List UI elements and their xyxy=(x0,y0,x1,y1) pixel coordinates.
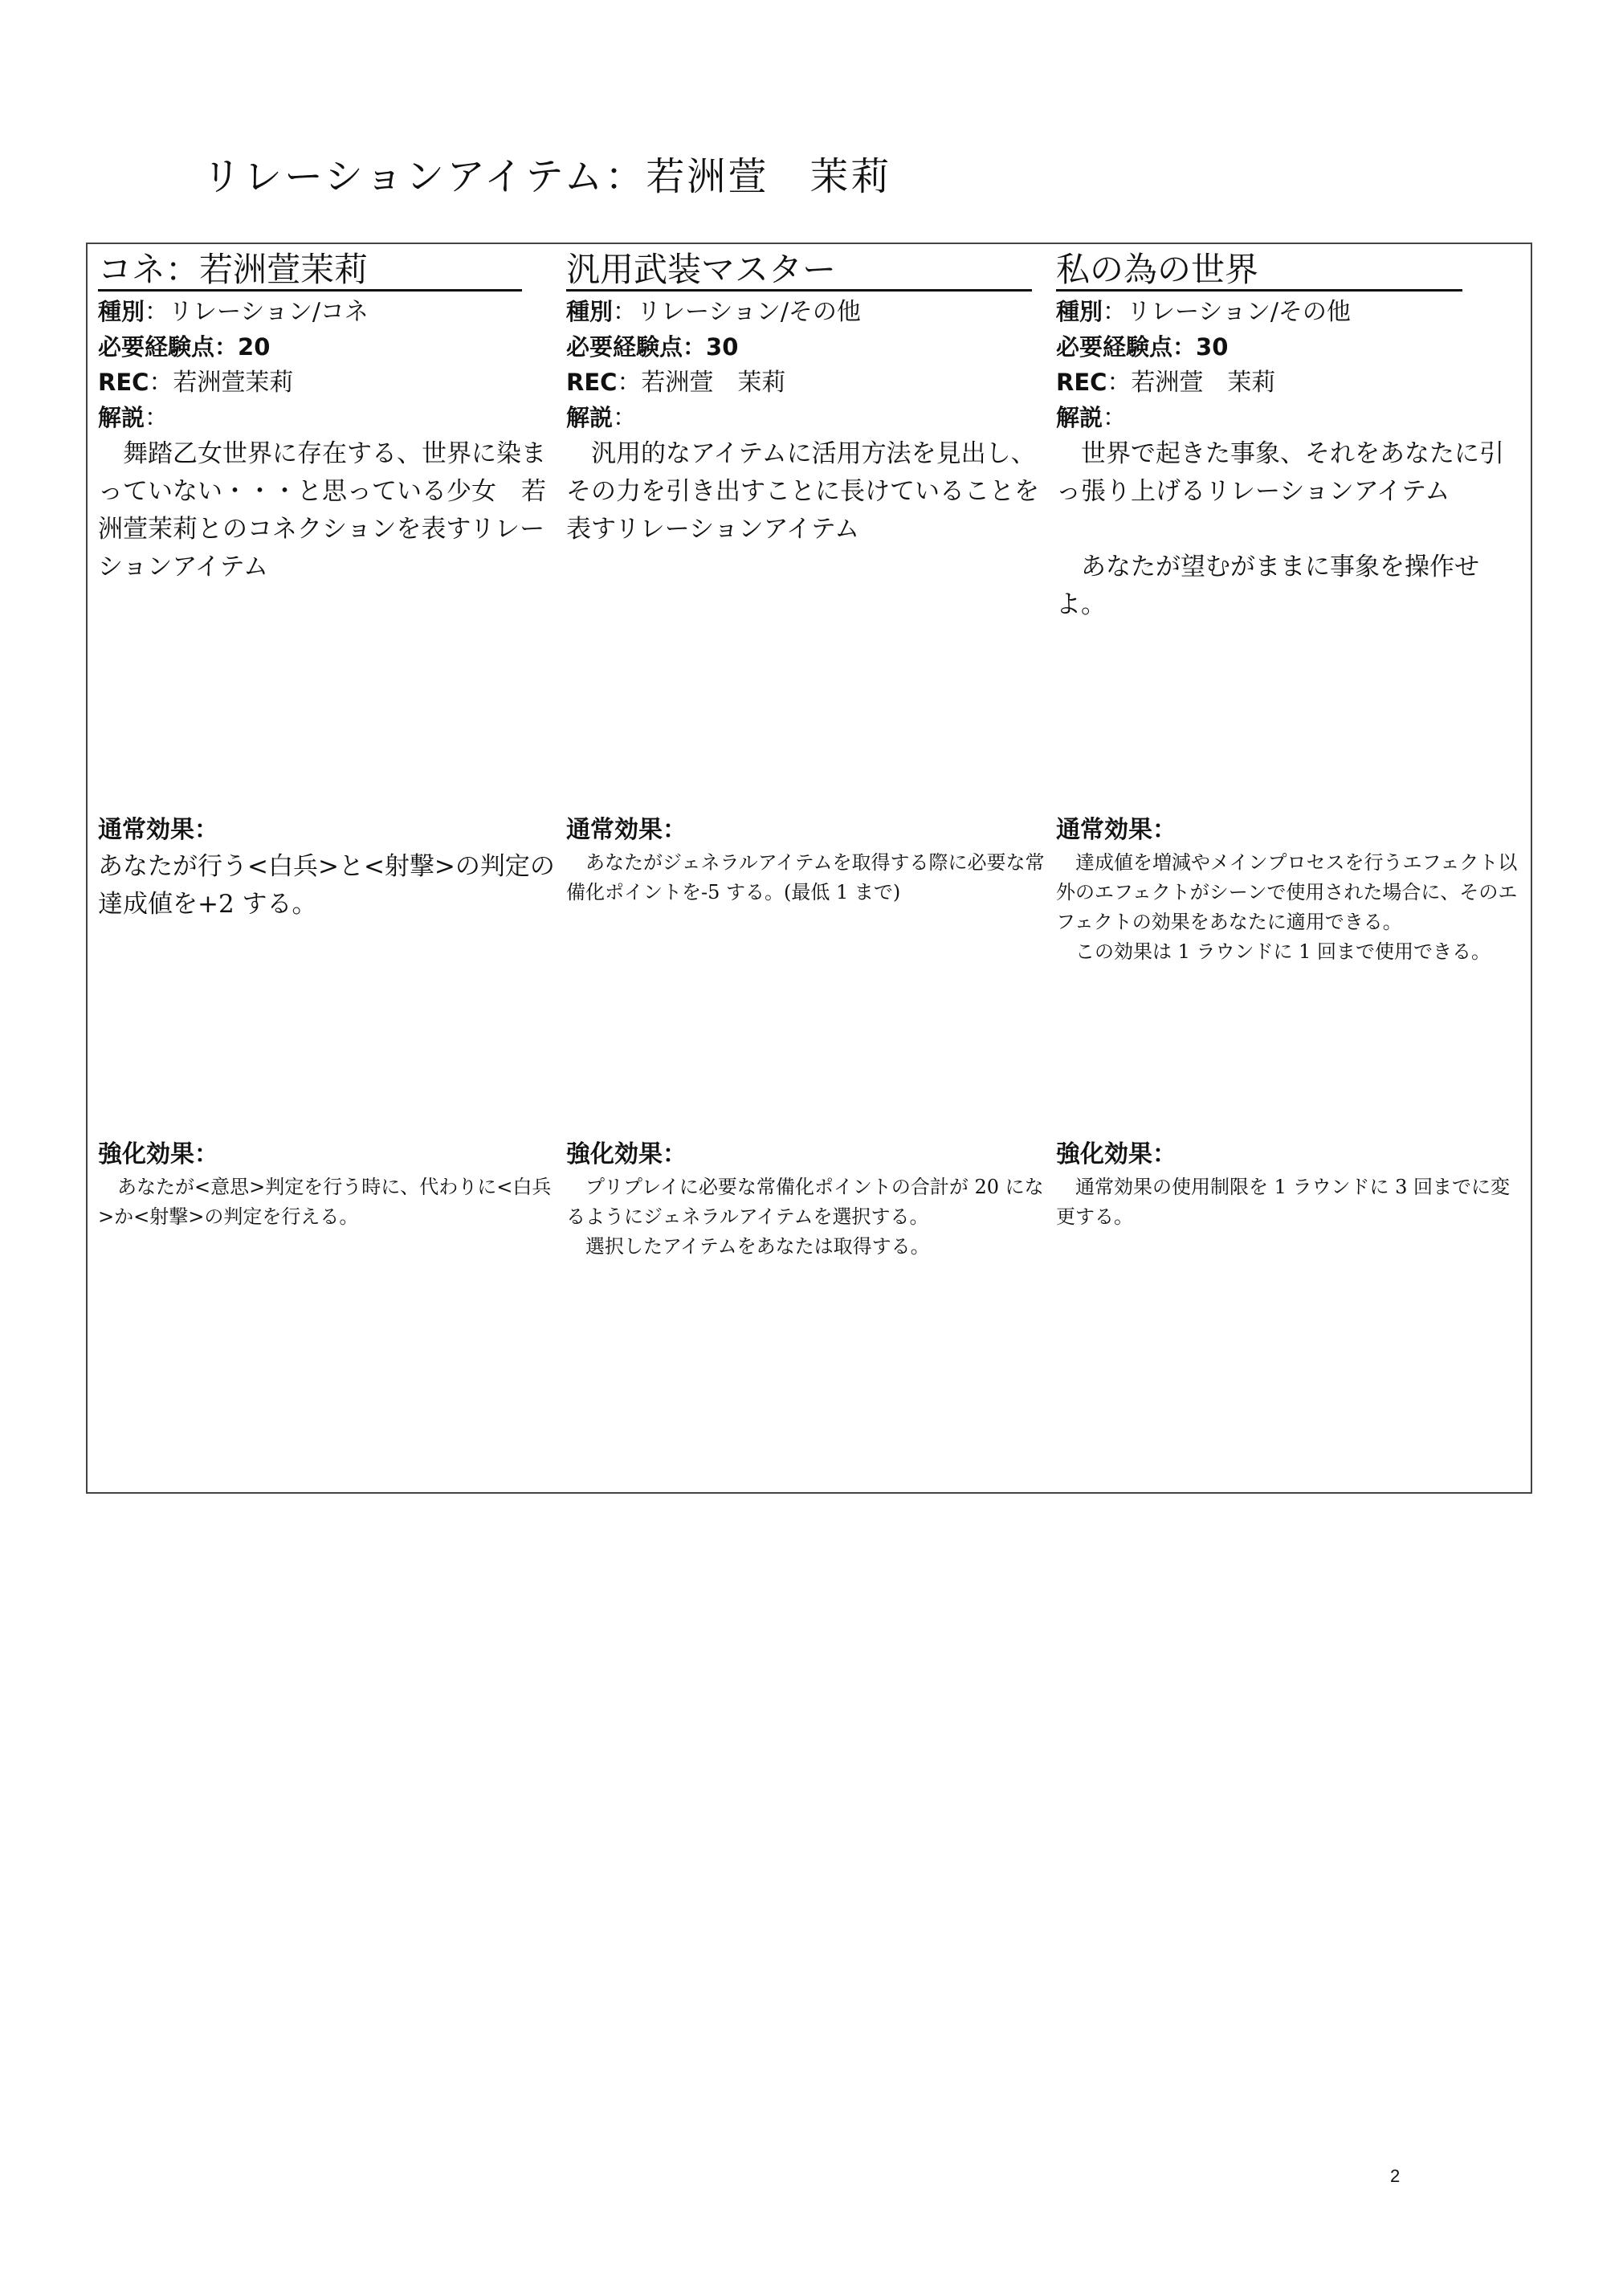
type-value: ：リレーション/その他 xyxy=(613,298,861,326)
normal-effect-text: あなたが行う<白兵>と<射撃>の判定の達成値を+2 する。 xyxy=(98,852,555,919)
rec-value: ：若洲萱 茉莉 xyxy=(617,369,786,397)
desc-label: 解説 xyxy=(98,404,145,431)
item-card xyxy=(98,244,556,1492)
item-name: コネ：若洲萱茉莉 xyxy=(98,250,369,289)
normal-effect-text: あなたがジェネラルアイテムを取得する際に必要な常備化ポイントを-5 する。(最低 1 まで) xyxy=(566,851,1045,903)
enhanced-effect-section xyxy=(566,1137,1046,1262)
type-value: ：リレーション/コネ xyxy=(145,298,369,326)
normal-effect-text: 達成値を増減やメインプロセスを行うエフェクト以外のエフェクトがシーンで使用された場合に、そのエフェクトの効果をあなたに適用できる。 この効果は 1 ラウンドに 1 回まで使用できる。 xyxy=(1056,851,1518,963)
desc-label: 解説 xyxy=(566,404,614,431)
item-desc-row: 解説： xyxy=(1056,404,1128,432)
item-name-underline xyxy=(1056,289,1462,292)
enhanced-effect-section xyxy=(98,1137,556,1232)
item-name-underline xyxy=(566,289,1032,292)
rec-value: ：若洲萱 茉莉 xyxy=(1107,369,1276,397)
enhanced-effect-text: 通常効果の使用制限を 1 ラウンドに 3 回までに変更する。 xyxy=(1056,1176,1511,1228)
normal-effect-label: 通常効果： xyxy=(566,816,687,844)
item-card xyxy=(566,244,1046,1492)
item-rec-row xyxy=(1056,365,1522,400)
enhanced-effect-text: プリプレイに必要な常備化ポイントの合計が 20 になるようにジェネラルアイテムを選択する。 選択したアイテムをあなたは取得する。 xyxy=(566,1176,1044,1258)
enhanced-effect-label: 強化効果： xyxy=(1056,1140,1177,1168)
type-label: 種別 xyxy=(1056,298,1103,325)
enhanced-effect-section xyxy=(1056,1137,1522,1232)
enhanced-effect-label: 強化効果： xyxy=(98,1140,218,1168)
rec-label: REC xyxy=(566,369,618,396)
normal-effect-section xyxy=(566,813,1046,907)
item-description: 舞踏乙女世界に存在する、世界に染まっていない・・・と思っている少女 若洲萱茉莉とのコネクションを表すリレーションアイテム xyxy=(98,439,546,581)
type-label: 種別 xyxy=(98,298,145,325)
normal-effect-section xyxy=(1056,813,1522,967)
exp-value: ：30 xyxy=(683,333,739,361)
item-rec-row xyxy=(98,365,556,400)
item-description: 世界で起きた事象、それをあなたに引っ張り上げるリレーションアイテム あなたが望むがままに事象を操作せよ。 xyxy=(1056,439,1504,619)
exp-label: 必要経験点 xyxy=(98,333,215,361)
rec-value: ：若洲萱茉莉 xyxy=(149,369,294,397)
enhanced-effect-label: 強化効果： xyxy=(566,1140,687,1168)
item-type-row xyxy=(1056,294,1522,329)
normal-effect-section xyxy=(98,813,556,924)
normal-effect-label: 通常効果： xyxy=(98,816,218,844)
type-label: 種別 xyxy=(566,298,614,325)
enhanced-effect-text: あなたが<意思>判定を行う時に、代わりに<白兵>か<射撃>の判定を行える。 xyxy=(98,1176,552,1228)
item-exp-row xyxy=(1056,329,1522,365)
item-rec-row xyxy=(566,365,1046,400)
relation-item-table xyxy=(86,243,1532,1494)
item-exp-row xyxy=(98,329,556,365)
item-description: 汎用的なアイテムに活用方法を見出し、その力を引き出すことに長けていることを表すリレーションアイテム xyxy=(566,439,1039,544)
item-type-row xyxy=(566,294,1046,329)
rec-label: REC xyxy=(98,369,149,396)
item-exp-row xyxy=(566,329,1046,365)
rec-label: REC xyxy=(1056,369,1107,396)
exp-value: ：20 xyxy=(214,333,271,361)
item-name-underline xyxy=(98,289,522,292)
item-desc-row: 解説： xyxy=(98,404,169,432)
item-name: 私の為の世界 xyxy=(1056,250,1259,289)
item-desc-row: 解説： xyxy=(566,404,638,432)
item-type-row xyxy=(98,294,556,329)
item-details xyxy=(566,294,1046,549)
type-value: ：リレーション/その他 xyxy=(1103,298,1351,326)
item-details xyxy=(98,294,556,586)
exp-value: ：30 xyxy=(1172,333,1229,361)
page-title: リレーションアイテム：若洲萱 茉莉 xyxy=(202,154,892,199)
exp-label: 必要経験点 xyxy=(1056,333,1173,361)
item-details xyxy=(1056,294,1522,624)
desc-label: 解説 xyxy=(1056,404,1103,431)
item-card xyxy=(1056,244,1522,1492)
normal-effect-label: 通常効果： xyxy=(1056,816,1177,844)
exp-label: 必要経験点 xyxy=(566,333,683,361)
page-number: 2 xyxy=(1390,2166,1401,2186)
item-name: 汎用武装マスター xyxy=(566,250,837,289)
